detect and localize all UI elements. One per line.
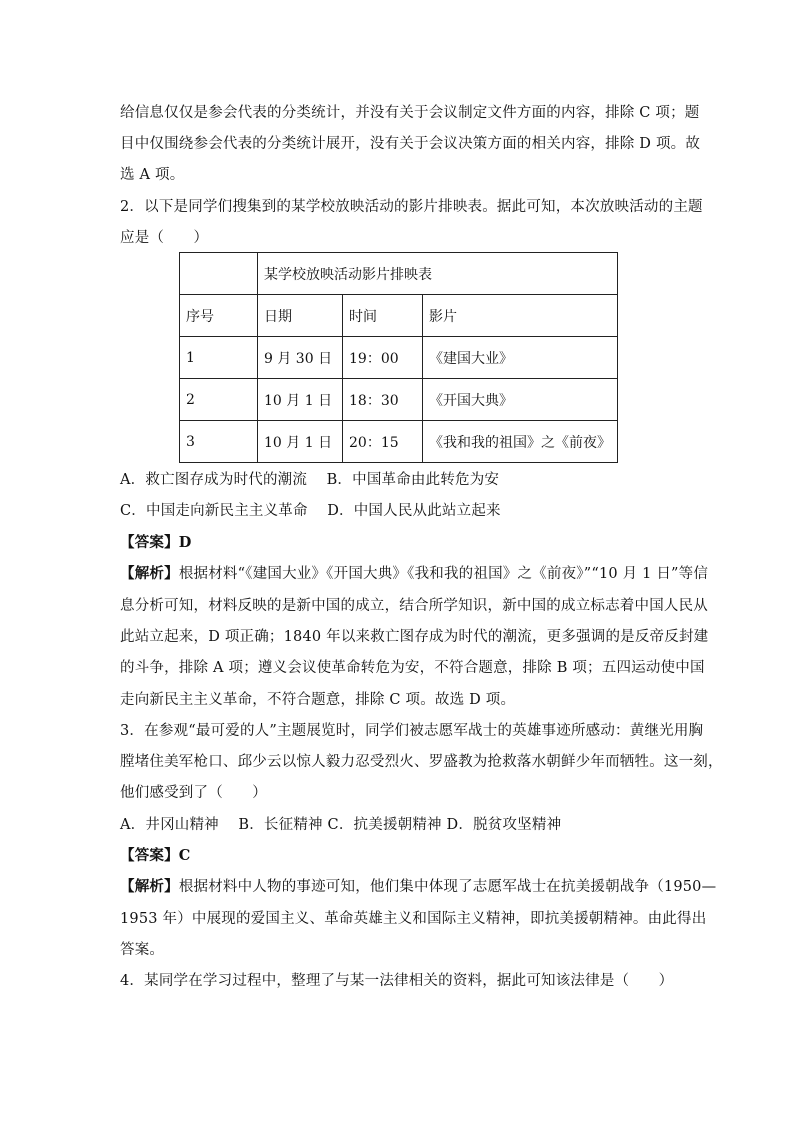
table-cell: 3 [180,421,258,463]
q4-stem-line: 4．某同学在学习过程中，整理了与某一法律相关的资料，据此可知该法律是（ ） [120,973,674,989]
table-header-cell: 时间 [343,295,423,337]
table-title-row [180,253,618,295]
q2-analysis-line [120,564,709,584]
analysis-label: 【解析】 [120,565,179,582]
q2-stem-line: 应是（ ） [120,230,209,246]
table-cell [180,253,258,295]
table-cell: 1 [180,337,258,379]
table-row [180,379,618,421]
table-row [180,337,618,379]
table-cell: 10 月 1 日 [258,421,343,463]
table-cell: 20：15 [343,421,423,463]
q3-stem-line: 他们感受到了（ ） [120,785,267,801]
analysis-label: 【解析】 [120,878,179,895]
q2-analysis-line: 息分析可知，材料反映的是新中国的成立，结合所学知识，新中国的成立标志着中国人民从 [120,598,708,614]
q2-answer: 【答案】D [120,534,192,551]
table-title: 某学校放映活动影片排映表 [258,253,618,295]
table-cell: 18：30 [343,379,423,421]
q1-analysis-line: 目中仅围绕参会代表的分类统计展开，没有关于会议决策方面的相关内容，排除 D 项。故 [120,136,701,152]
q3-analysis-line [120,877,717,897]
q2-stem-line: 2．以下是同学们搜集到的某学校放映活动的影片排映表。据此可知，本次放映活动的主题 [120,199,703,215]
table-row [180,421,618,463]
table-cell: 《建国大业》 [423,337,618,379]
q3-analysis-line: 答案。 [120,942,165,958]
q3-options-line: A．井冈山精神 B．长征精神 C．抗美援朝精神 D．脱贫攻坚精神 [120,817,562,833]
q2-analysis-line: 的斗争，排除 A 项；遵义会议使革命转危为安，不符合题意，排除 B 项；五四运动使中国 [120,660,705,676]
table-cell: 10 月 1 日 [258,379,343,421]
table-cell: 《开国大典》 [423,379,618,421]
q2-analysis-line: 走向新民主主义革命，不符合题意，排除 C 项。故选 D 项。 [120,692,516,708]
q2-options-line: A．救亡图存成为时代的潮流 B．中国革命由此转危为安 [120,472,500,488]
table-header-cell: 序号 [180,295,258,337]
table-header-cell: 日期 [258,295,343,337]
analysis-text: 根据材料中人物的事迹可知，他们集中体现了志愿军战士在抗美援朝战争（1950— [178,879,717,895]
table-header-row [180,295,618,337]
table-cell: 2 [180,379,258,421]
q3-stem-line: 3．在参观“最可爱的人”主题展览时，同学们被志愿军战士的英雄事迹所感动：黄继光用胸 [120,723,704,739]
table-header-cell: 影片 [423,295,618,337]
analysis-text: 根据材料“《建国大业》《开国大典》《我和我的祖国》之《前夜》”“10 月 1 日”等信 [178,566,709,582]
q3-stem-line: 膛堵住美军枪口、邱少云以惊人毅力忍受烈火、罗盛教为抢救落水朝鲜少年而牺牲。这一刻， [120,754,723,770]
q3-analysis-line: 1953 年）中展现的爱国主义、革命英雄主义和国际主义精神，即抗美援朝精神。由此得出 [120,911,707,927]
q1-analysis-line: 选 A 项。 [120,167,185,183]
table-cell: 9 月 30 日 [258,337,343,379]
q3-answer: 【答案】C [120,847,191,864]
table-cell: 19：00 [343,337,423,379]
film-schedule-table [179,252,618,463]
q2-options-line: C．中国走向新民主主义革命 D．中国人民从此站立起来 [120,503,501,519]
table-cell: 《我和我的祖国》之《前夜》 [423,421,618,463]
q2-analysis-line: 此站立起来，D 项正确；1840 年以来救亡图存成为时代的潮流，更多强调的是反帝反封建 [120,629,709,645]
q1-analysis-line: 给信息仅仅是参会代表的分类统计，并没有关于会议制定文件方面的内容，排除 C 项；题 [120,105,700,121]
